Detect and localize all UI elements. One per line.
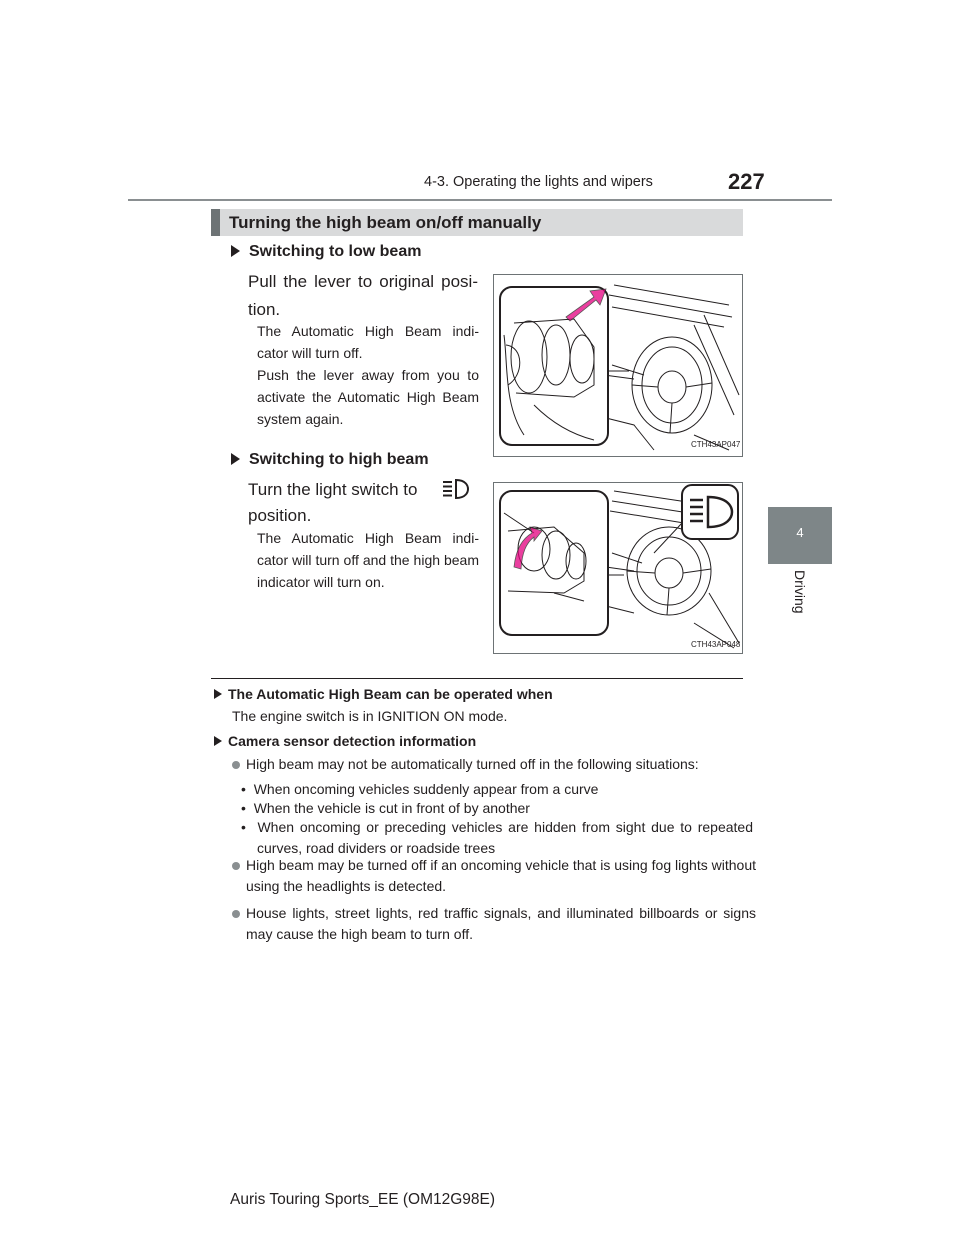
note-heading-camera-text: Camera sensor detection information — [228, 733, 477, 749]
footer-model: Auris Touring Sports_EE (OM12G98E) — [230, 1191, 496, 1208]
note-bullet-2 — [232, 855, 756, 897]
note-bullet-3 — [232, 903, 756, 945]
note-heading-camera — [214, 733, 476, 749]
section-title-bar — [211, 209, 743, 236]
bullet-dot-icon — [232, 910, 240, 918]
section-title: Turning the high beam on/off manually — [229, 213, 542, 232]
low-beam-note-1: The Automatic High Beam indi-cator will turn off. — [257, 323, 479, 361]
note-operate-text: The engine switch is in IGNITION ON mode. — [232, 708, 508, 724]
running-header: 4-3. Operating the lights and wipers — [424, 174, 653, 190]
chapter-tab-number[interactable]: 4 — [768, 507, 832, 564]
high-beam-heading-text: Switching to high beam — [249, 451, 429, 468]
figure-code-048: CTH43AP048 — [691, 640, 741, 649]
low-beam-note-2: Push the lever away from you to activate the Automatic High Beam system again. — [257, 367, 479, 427]
note-heading-operate — [214, 686, 553, 702]
low-beam-instruction: Pull the lever to original posi-tion. — [248, 272, 478, 319]
triangle-bullet-icon — [231, 453, 240, 465]
figure-high-beam — [493, 482, 743, 654]
note-sub-2: • When the vehicle is cut in front of by another — [241, 800, 530, 816]
note-bullet-1-text: High beam may not be automatically turned off in the following situations: — [246, 756, 699, 772]
figure-low-beam — [493, 274, 743, 457]
high-beam-icon — [440, 476, 470, 502]
note-bullet-3-text: House lights, street lights, red traffic signals, and illuminated billboards or signs may cause the high beam to turn off. — [246, 905, 756, 942]
chapter-tab-text: Driving — [792, 570, 808, 614]
high-beam-instruction-b: position. — [248, 506, 312, 525]
page-number: 227 — [728, 169, 765, 194]
note-heading-operate-text: The Automatic High Beam can be operated when — [228, 686, 553, 702]
note-sub-2-text: When the vehicle is cut in front of by another — [253, 800, 530, 816]
bullet-dot-icon — [232, 761, 240, 769]
triangle-bullet-icon — [214, 689, 222, 699]
note-sub-3-text: When oncoming or preceding vehicles are hidden from sight due to repeated curves, road dividers or roadside trees — [257, 819, 753, 856]
triangle-bullet-icon — [214, 736, 222, 746]
note-sub-1-text: When oncoming vehicles suddenly appear from a curve — [253, 781, 599, 797]
low-beam-heading-text: Switching to low beam — [249, 243, 422, 260]
lever-push-illustration — [494, 483, 742, 653]
high-beam-heading — [231, 451, 429, 469]
triangle-bullet-icon — [231, 245, 240, 257]
notes-rule — [211, 678, 743, 679]
figure-code-047: CTH43AP047 — [691, 440, 741, 449]
header-rule — [128, 199, 832, 201]
note-sub-1: • When oncoming vehicles suddenly appear from a curve — [241, 781, 599, 797]
note-bullet-2-text: High beam may be turned off if an oncoming vehicle that is using fog lights without using the headlights is detected. — [246, 857, 756, 894]
note-bullet-1 — [232, 754, 744, 775]
chapter-tab-label — [768, 566, 832, 626]
lever-pull-illustration — [494, 275, 742, 456]
low-beam-heading — [231, 243, 421, 261]
high-beam-instruction-a: Turn the light switch to — [248, 480, 418, 499]
high-beam-note: The Automatic High Beam indi-cator will turn off and the high beam indicator will turn on. — [257, 530, 479, 590]
section-bar-accent — [211, 209, 220, 236]
note-sub-3: • When oncoming or preceding vehicles are hidden from sight due to repeated curves, road dividers or roadside trees — [241, 819, 753, 856]
bullet-dot-icon — [232, 862, 240, 870]
